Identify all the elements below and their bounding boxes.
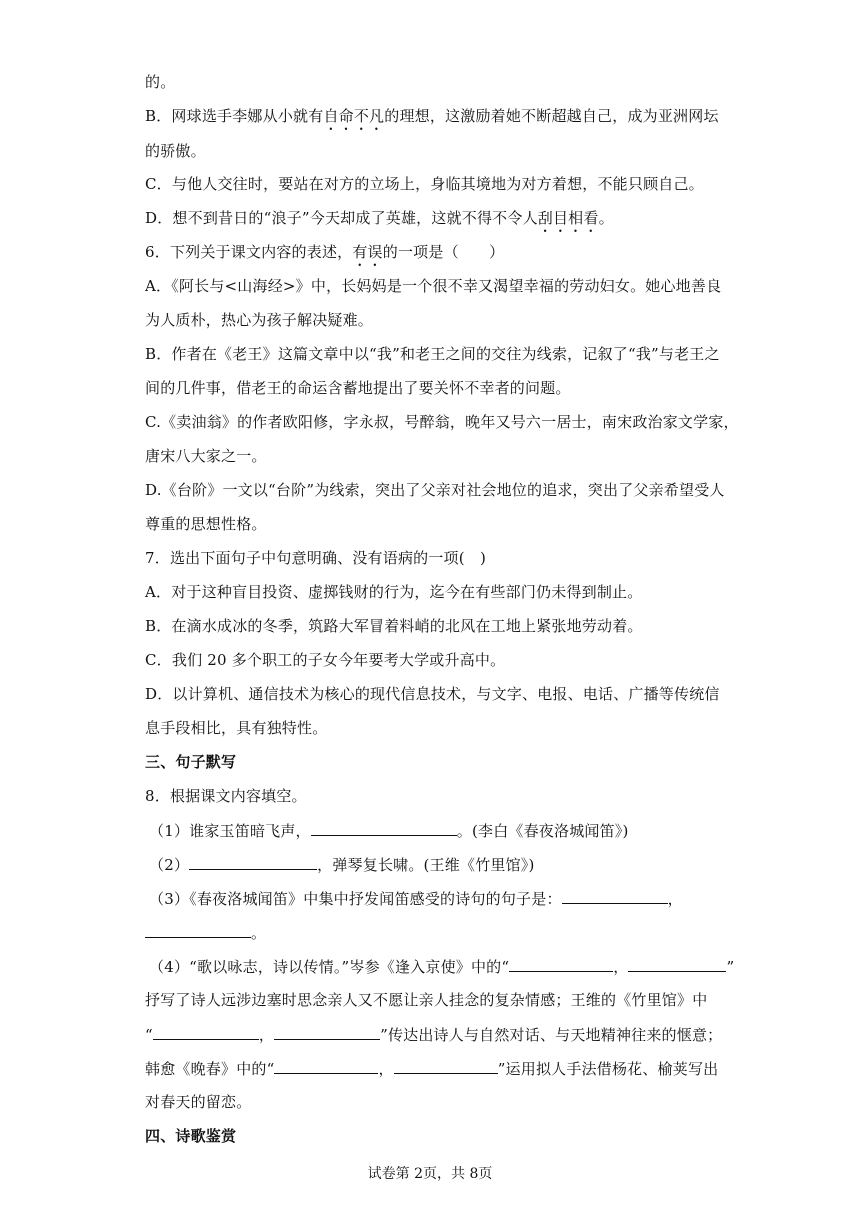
dotted-phrase: 刮目相看 [537,209,599,227]
q8-item-2 [149,854,729,875]
option-d-line [145,208,725,236]
q8-item-1 [149,820,729,841]
text-segment: 6．下列关于课文内容的表述， [145,243,353,261]
text-line [145,310,725,330]
q7-option-a [145,582,725,602]
text-segment: ， [378,1060,394,1078]
text-segment: B．网球选手李娜从小就有 [145,107,324,125]
page-footer: 试卷第 2页，共 8页 [367,1166,493,1182]
text-segment: D.《台阶》一文以“台阶”为线索，突出了父亲对社会地位的追求，突出了父亲希望受人 [145,481,725,499]
section-heading [145,1126,725,1146]
text-segment: ”运用拟人手法借杨花、榆荚写出 [497,1060,719,1078]
text-segment: （1）谁家玉笛暗飞声， [149,822,311,840]
text-segment: 。(李白《春夜洛城闻笛》) [456,822,629,840]
q6-option-d [145,480,725,500]
text-segment: B．作者在《老王》这篇文章中以“我”和老王之间的交往为线索，记叙了“我”与老王之 [145,345,720,363]
question-8 [145,786,725,806]
text-line [145,718,725,738]
text-line [145,378,725,398]
text-segment: 。 [598,209,614,227]
text-segment: ，弹琴复长啸。(王维《竹里馆》) [317,856,535,874]
section-heading [145,752,725,772]
text-segment: 7．选出下面句子中句意明确、没有语病的一项( ) [145,549,487,567]
text-segment: 抒写了诗人远涉边塞时思念亲人又不愿让亲人挂念的复杂情感；王维的《竹里馆》中 [145,991,708,1009]
text-segment: 韩愈《晚春》中的“ [145,1060,275,1078]
text-line [145,1058,725,1079]
text-segment: 间的几件事，借老王的命运含蓄地提出了要关怀不幸者的问题。 [145,379,571,397]
option-c-line [145,174,725,194]
text-segment: B．在滴水成冰的冬季，筑路大军冒着料峭的北风在工地上紧张地劳动着。 [145,617,643,635]
text-segment: C．与他人交往时，要站在对方的立场上，身临其境地为对方着想，不能只顾自己。 [145,175,704,193]
q6-option-a [145,276,725,296]
dotted-phrase: 有误 [352,243,383,261]
q7-option-d [145,684,725,704]
text-line [145,1024,725,1045]
text-line [145,72,725,92]
text-segment: ”传达出诗人与自然对话、与天地精神往来的惬意； [380,1026,723,1044]
option-b-line [145,106,725,134]
text-segment: A．《阿长与<山海经>》中，长妈妈是一个很不幸又渴望幸福的劳动妇女。她心地善良 [145,277,722,295]
text-segment: ” [726,958,735,976]
text-segment: 息手段相比，具有独特性。 [145,719,328,737]
text-segment: 唐宋八大家之一。 [145,447,267,465]
text-segment: 的一项是（ ） [382,243,505,261]
text-line [145,446,725,466]
text-line [145,514,725,534]
answer-blank[interactable] [153,1024,259,1040]
text-segment: 对春天的留恋。 [145,1093,252,1111]
text-line [145,922,725,943]
text-line [145,990,725,1010]
text-segment: 三、句子默写 [145,753,237,771]
answer-blank[interactable] [562,888,668,904]
question-7 [145,548,725,568]
text-segment: 。 [251,924,267,942]
text-segment: ， [667,890,683,908]
q7-option-c [145,650,725,670]
answer-blank[interactable] [274,1024,380,1040]
text-segment: 为人质朴，热心为孩子解决疑难。 [145,311,374,329]
text-line [145,1092,725,1112]
text-segment: 的理想，这激励着她不断超越自己，成为亚洲网坛 [384,107,719,125]
text-segment: 8．根据课文内容填空。 [145,787,307,805]
text-segment: 尊重的思想性格。 [145,515,267,533]
answer-blank[interactable] [394,1058,498,1074]
dotted-phrase: 自命不凡 [323,107,385,125]
text-segment: D．想不到昔日的“浪子”今天却成了英雄，这就不得不令人 [145,209,538,227]
q7-option-b [145,616,725,636]
answer-blank[interactable] [509,956,613,972]
answer-blank[interactable] [145,922,251,938]
answer-blank[interactable] [311,820,457,836]
text-segment: 的骄傲。 [145,142,206,160]
text-segment: （2） [149,856,190,874]
answer-blank[interactable] [189,854,317,870]
text-segment: 的。 [145,73,176,91]
q6-option-c [145,412,739,432]
text-segment: C．我们 20 多个职工的子女今年要考大学或升高中。 [145,651,506,669]
text-line [145,141,725,161]
text-segment: “ [145,1026,153,1044]
text-segment: ， [258,1026,275,1044]
q6-option-b [145,344,725,364]
text-segment: A．对于这种盲目投资、虚掷钱财的行为，迄今在有些部门仍未得到制止。 [145,583,643,601]
text-segment: 四、诗歌鉴赏 [145,1127,237,1145]
question-6 [145,242,725,270]
text-segment: （4）“歌以咏志，诗以传情。”岑参《逢入京使》中的“ [149,958,510,976]
answer-blank[interactable] [628,956,726,972]
answer-blank[interactable] [274,1058,378,1074]
text-segment: D．以计算机、通信技术为核心的现代信息技术，与文字、电报、电话、广播等传统信 [145,685,720,703]
text-segment: （3）《春夜洛城闻笛》中集中抒发闻笛感受的诗句的句子是： [149,890,562,908]
q8-item-3 [149,888,729,909]
q8-item-4 [149,956,735,977]
text-segment: C.《卖油翁》的作者欧阳修，字永叔，号醉翁，晚年又号六一居士，南宋政治家文学家， [145,413,739,431]
text-segment: ， [613,958,629,976]
